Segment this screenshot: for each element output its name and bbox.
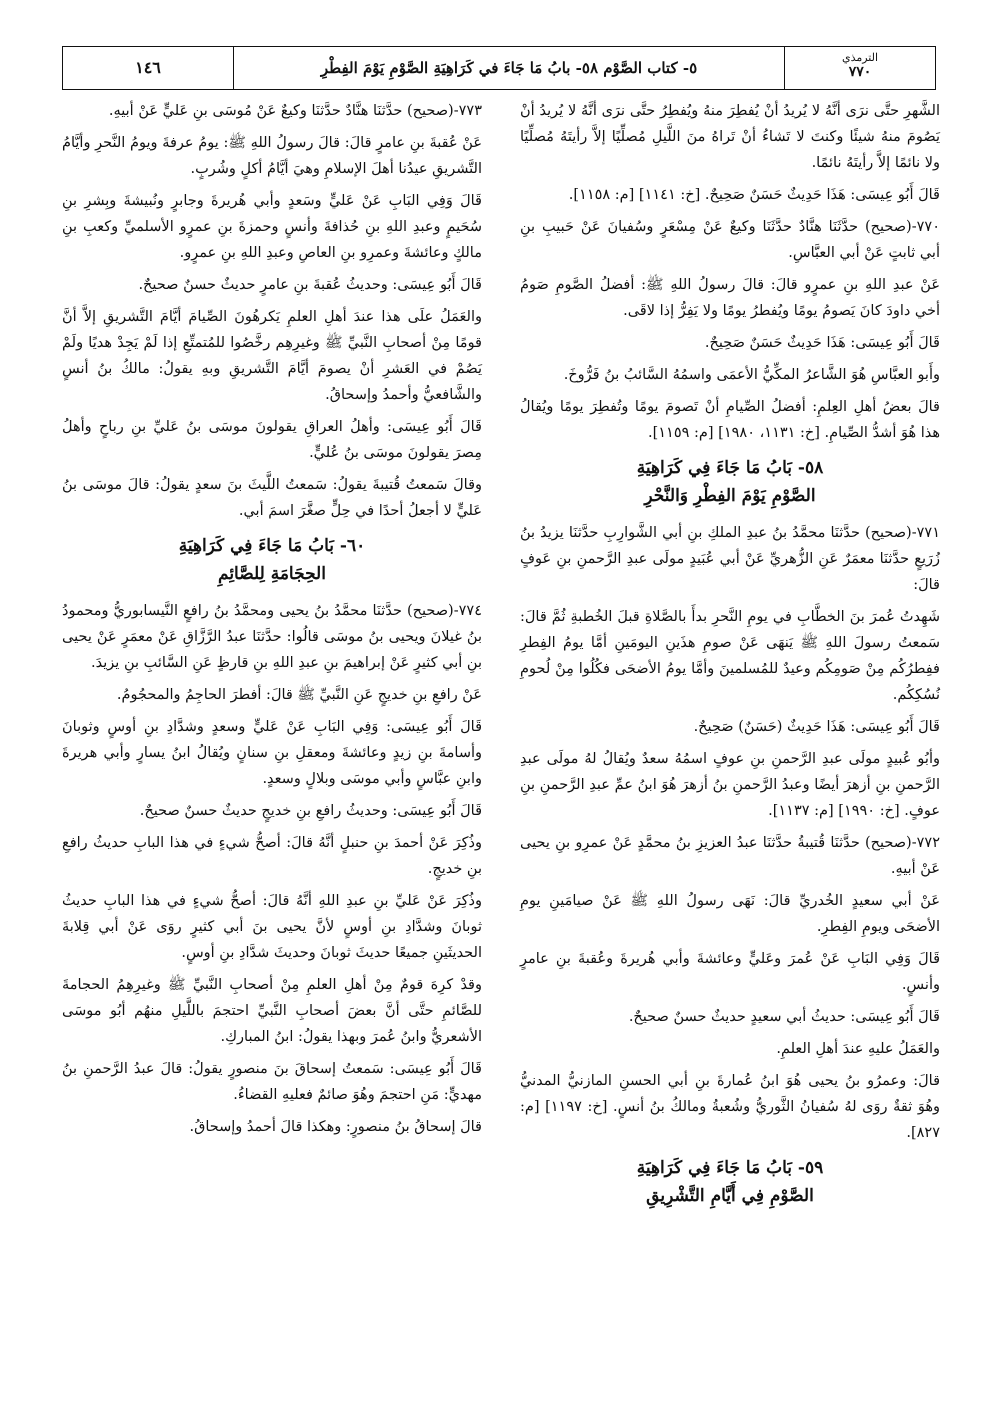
hadith-paragraph: والعَمَلُ علَى هذا عندَ أهلِ العلمِ يَكرهُونَ الصِّيامَ أيَّامَ التَّشريقِ إلاَّ أنَّ قومًا مِنْ أصحابِ النَّبيِّ ﷺ وغيرِهِم رخَّصُوا للمُتمتِّعِ إذا لَمْ يَجِدْ هديًا ولَمْ يَصُمْ في العَشرِ أنْ يصومَ أيَّامَ التَّشريقِ وبهِ يقولُ: مالكُ بنُ أنسٍ والشَّافعيُّ وأحمدُ وإسحاقُ. bbox=[62, 309, 482, 403]
hadith-paragraph: وأَبو العبَّاسِ هُوَ الشَّاعرُ المكِّيُّ الأعمَى واسمُهُ السَّائبُ بنُ فَرُّوخَ. bbox=[563, 367, 940, 383]
hadith-paragraph: وقدْ كرِهَ قومٌ مِنْ أهلِ العلمِ مِنْ أصحابِ النَّبيِّ ﷺ وغيرِهِمُ الحجامةَ للصَّائمِ حتَّى أنَّ بعضَ أصحابِ النَّبيِّ احتجمَ باللَّيلِ منهُم أبُو موسَى الأشعريُّ وابنُ عُمرَ وبهذا يقولُ: ابنُ المباركِ. bbox=[62, 977, 482, 1045]
chapter-heading bbox=[520, 454, 940, 510]
hadith-paragraph: عَنْ عبدِ اللهِ بنِ عمرٍو قالَ: قالَ رسولُ اللهِ ﷺ: أفضلُ الصَّومِ صَومُ أخي داودَ كانَ يَصومُ يومًا ويُفطرُ يومًا ولا يَفِرُّ إذا لاقَى. bbox=[520, 277, 940, 319]
chapter-heading-line: الصَّوْمِ يَوْمَ الفِطْرِ وَالنَّحْرِ bbox=[644, 486, 816, 506]
hadith-paragraph: ٧٧٠-(صحيح) حدَّثَنَا هنَّادٌ حدَّثَنَا وكيعٌ عَنْ مِسْعَرٍ وسُفيانَ عَنْ حَبيبِ بنِ أبي ثابتٍ عَنْ أبي العبَّاسِ. bbox=[520, 219, 940, 261]
book-label-box bbox=[784, 47, 935, 89]
right-column bbox=[520, 98, 940, 1220]
running-title: ٥- كتاب الصَّوْم ٥٨- بابُ مَا جَاءَ في كَرَاهِيَةِ الصَّوْمِ يَوْمَ الفِطْرِ bbox=[320, 59, 698, 77]
hadith-paragraph: ٧٧٢-(صحيح) حدَّثنَا قُتيبةُ حدَّثنَا عبدُ العزيزِ بنُ محمَّدٍ عَنْ عمرِو بنِ يحيى عَنْ أبيهِ. bbox=[520, 835, 940, 877]
chapter-heading-line: ٥٩- بَابُ مَا جَاءَ فِي كَرَاهِيَةِ bbox=[636, 1158, 824, 1178]
hadith-paragraph: قَالَ وَفِي البَابِ عَنْ عُمرَ وعَليٍّ وعائشةَ وأبي هُريرةَ وعُقبةَ بنِ عامرٍ وأنسٍ. bbox=[520, 951, 940, 993]
chapter-heading-line: الصَّوْمِ فِي أَيَّامِ التَّشْرِيقِ bbox=[646, 1186, 814, 1206]
hadith-paragraph: قالَ إسحاقُ بنُ منصورٍ: وهكذا قالَ أحمدُ وإسحاقُ. bbox=[189, 1119, 482, 1135]
hadith-paragraph: الشَّهرِ حتَّى نرَى أنَّهُ لا يُريدُ أنْ يُفطِرَ منهُ ويُفطِرُ حتَّى نرَى أنَّهُ لا يُريدُ أنْ يَصُومَ منهُ شيئًا وكنتَ لا تَشاءُ أنْ تَراهُ منَ اللَّيلِ مُصلِّيًا إلاَّ رأيتَهُ مُصلِّيًا ولا نائمًا إلاَّ رأيتَهُ نائمًا. bbox=[520, 103, 940, 171]
hadith-paragraph: ٧٧٣-(صحيح) حدَّثنَا هنَّادٌ حدَّثنَا وكيعٌ عَنْ مُوسَى بنِ عَليٍّ عَنْ أبيهِ. bbox=[108, 103, 482, 119]
hadith-paragraph: قَالَ أَبُو عِيسَى: هَذَا حَدِيثٌ (حَسَنٌ) صَحِيحٌ. bbox=[693, 719, 940, 735]
hadith-paragraph: قَالَ أَبُو عِيسَى: وَفِي البَابِ عَنْ عَليٍّ وسعدٍ وشدَّادِ بنِ أوسٍ وثوبانَ وأسامةَ بنِ زيدٍ وعائشةَ ومعقلِ بنِ سنانٍ ويُقالُ ابنُ يسارٍ وأبي هريرةَ وابنِ عبَّاسٍ وأبي موسَى وبلالٍ وسعدٍ. bbox=[62, 719, 482, 787]
hadith-paragraph: قَالَ أَبُو عِيسَى: وحديثُ عُقبةَ بنِ عامرٍ حديثٌ حسنٌ صحيحٌ. bbox=[138, 277, 482, 293]
hadith-paragraph: عَنْ رافعِ بنِ خديجٍ عَنِ النَّبيِّ ﷺ قالَ: أفطرَ الحاجِمُ والمحجُومُ. bbox=[116, 687, 482, 703]
hadith-paragraph: قَالَ أَبُو عِيسَى: سَمعتُ إسحاقَ بنَ منصورٍ يقولُ: قالَ عبدُ الرَّحمنِ بنُ مهديٍّ: مَنِ احتجمَ وهُوَ صائمٌ فعليهِ القضاءُ. bbox=[62, 1061, 482, 1103]
hadith-paragraph: قالَ: وعمرُو بنُ يحيى هُوَ ابنُ عُمارةَ بنِ أبي الحسنِ المازنيُّ المدنيُّ وهُوَ ثقةٌ روَى لهُ سُفيانُ الثَّوريُّ وشُعبةُ ومالكُ بنُ أنسٍ. [خ: ١١٩٧] [م: ٨٢٧]. bbox=[520, 1073, 940, 1141]
hadith-paragraph: وذُكِرَ عَنْ أحمدَ بنِ حنبلٍ أنَّهُ قالَ: أصحُّ شيءٍ في هذا البابِ حديثُ رافعِ بنِ خديجٍ. bbox=[62, 835, 482, 877]
hadith-paragraph: ٧٧٤-(صحيح) حدَّثنَا محمَّدُ بنُ يحيى ومحمَّدُ بنُ رافعٍ النَّيسابوريُّ ومحمودُ بنُ غيلانَ ويحيى بنُ موسَى قالُوا: حدَّثنَا عبدُ الرَّزَّاقِ عَنْ معمَرٍ عَنْ يحيى بنِ أبي كثيرٍ عَنْ إبراهيمَ بنِ عبدِ اللهِ بنِ قارظٍ عَنِ السَّائبِ بنِ يزيدَ. bbox=[62, 603, 482, 671]
hadith-paragraph: عَنْ عُقبةَ بنِ عامرٍ قالَ: قالَ رسولُ اللهِ ﷺ: يومُ عرفةَ ويومُ النَّحرِ وأيَّامُ التَّشريقِ عيدُنا أهلَ الإسلامِ وهيَ أيَّامُ أكلٍ وشُربٍ. bbox=[62, 135, 482, 177]
hadith-paragraph: قَالَ أَبُو عِيسَى: حديثُ أبي سعيدٍ حديثٌ حسنٌ صحيحٌ. bbox=[628, 1009, 940, 1025]
page-number: ١٤٦ bbox=[63, 47, 234, 89]
book-label: الترمذي bbox=[841, 51, 879, 64]
page-serial: ٧٧٠ bbox=[848, 64, 872, 80]
hadith-paragraph: قَالَ أَبُو عِيسَى: هَذَا حَدِيثٌ حَسَنٌ صَحِيحٌ. [خ: ١١٤١] [م: ١١٥٨]. bbox=[568, 187, 940, 203]
hadith-paragraph: شَهِدتُ عُمرَ بنَ الخطَّابِ في يومِ النَّحرِ بدأَ بالصَّلاةِ قبلَ الخُطبةِ ثُمَّ قالَ: سَمعتُ رسولَ اللهِ ﷺ يَنهَى عَنْ صومِ هذَينِ اليومَينِ أمَّا يومُ الفِطرِ ففِطرُكُم مِنْ صَومِكُم وعيدٌ للمُسلمينَ وأمَّا يومُ الأضحَى فكُلُوا مِنْ لُحومِ نُسُكِكُم. bbox=[520, 609, 940, 703]
hadith-paragraph: وأبُو عُبيدٍ مولَى عبدِ الرَّحمنِ بنِ عوفٍ اسمُهُ سعدٌ ويُقالُ لهُ مولَى عبدِ الرَّحمنِ بنِ أزهرَ أيضًا وعبدُ الرَّحمنِ بنُ أزهرَ هُوَ ابنُ عمِّ عبدِ الرَّحمنِ بنِ عوفٍ. [خ: ١٩٩٠] [م: ١١٣٧]. bbox=[520, 751, 940, 819]
hadith-paragraph: عَنْ أبي سعيدٍ الخُدريِّ قالَ: نَهَى رسولُ اللهِ ﷺ عَنْ صيامَينِ يومِ الأضحَى ويومِ الفِطرِ. bbox=[520, 893, 940, 935]
hadith-paragraph: قَالَ وَفِي البَابِ عَنْ عَليٍّ وسَعدٍ وأبي هُريرةَ وجابرٍ ونُبيشةَ وبِشرِ بنِ سُحَيمٍ وعبدِ اللهِ بنِ حُذافةَ وأنسٍ وحمزةَ بنِ عمرٍو الأسلميِّ وكعبِ بنِ مالكٍ وعائشةَ وعمرِو بنِ العاصِ وعبدِ اللهِ بنِ عمرٍو. bbox=[62, 193, 482, 261]
hadith-paragraph: قَالَ أَبُو عِيسَى: هَذَا حَدِيثٌ حَسَنٌ صَحِيحٌ. bbox=[704, 335, 940, 351]
chapter-heading-line: ٥٨- بَابُ مَا جَاءَ فِي كَرَاهِيَةِ bbox=[636, 458, 824, 478]
hadith-paragraph: وقالَ سَمعتُ قُتيبةَ يقولُ: سَمعتُ اللَّيثَ بنَ سعدٍ يقولُ: قالَ موسَى بنُ عَليٍّ لا أجعلُ أحدًا في حِلٍّ صغَّرَ اسمَ أبي. bbox=[62, 477, 482, 519]
hadith-paragraph: وذُكِرَ عَنْ عَليِّ بنِ عبدِ اللهِ أنَّهُ قالَ: أصحُّ شيءٍ في هذا البابِ حديثُ ثوبانَ وشدَّادِ بنِ أوسٍ لأنَّ يحيى بنَ أبي كثيرٍ روَى عَنْ أبي قِلابةَ الحديثَينِ جميعًا حديثَ ثوبانَ وحديثَ شدَّادِ بنِ أوسٍ. bbox=[62, 893, 482, 961]
chapter-heading-line: ٦٠- بَابُ مَا جَاءَ فِي كَرَاهِيَةِ bbox=[178, 536, 366, 556]
hadith-paragraph: قَالَ أَبُو عِيسَى: وحديثُ رافعِ بنِ خديجٍ حديثٌ حسنٌ صحيحٌ. bbox=[139, 803, 482, 819]
chapter-heading bbox=[62, 532, 482, 588]
page-header bbox=[62, 46, 936, 90]
chapter-heading bbox=[520, 1154, 940, 1210]
hadith-paragraph: قالَ بعضُ أهلِ العِلمِ: أفضلُ الصِّيامِ أنْ تَصومَ يومًا وتُفطِرَ يومًا ويُقالُ هذا هُوَ أشدُّ الصِّيامِ. [خ: ١١٣١، ١٩٨٠] [م: ١١٥٩]. bbox=[520, 399, 940, 441]
hadith-paragraph: ٧٧١-(صحيح) حدَّثنَا محمَّدُ بنُ عبدِ الملكِ بنِ أبي الشَّوارِبِ حدَّثنَا يزيدُ بنُ زُرَيعٍ حدَّثنَا معمَرٌ عَنِ الزُّهريِّ عَنْ أبي عُبَيدٍ مولَى عبدِ الرَّحمنِ بنِ عَوفٍ قالَ: bbox=[520, 525, 940, 593]
chapter-heading-line: الحِجَامَةِ لِلصَّائِمِ bbox=[218, 564, 326, 584]
left-column bbox=[62, 98, 482, 1146]
hadith-paragraph: والعَمَلُ عليهِ عندَ أهلِ العلمِ. bbox=[776, 1041, 940, 1057]
hadith-paragraph: قَالَ أَبُو عِيسَى: وأهلُ العراقِ يقولونَ موسَى بنُ عَليِّ بنِ رباحٍ وأهلُ مِصرَ يقولونَ موسَى بنُ عُليٍّ. bbox=[62, 419, 482, 461]
